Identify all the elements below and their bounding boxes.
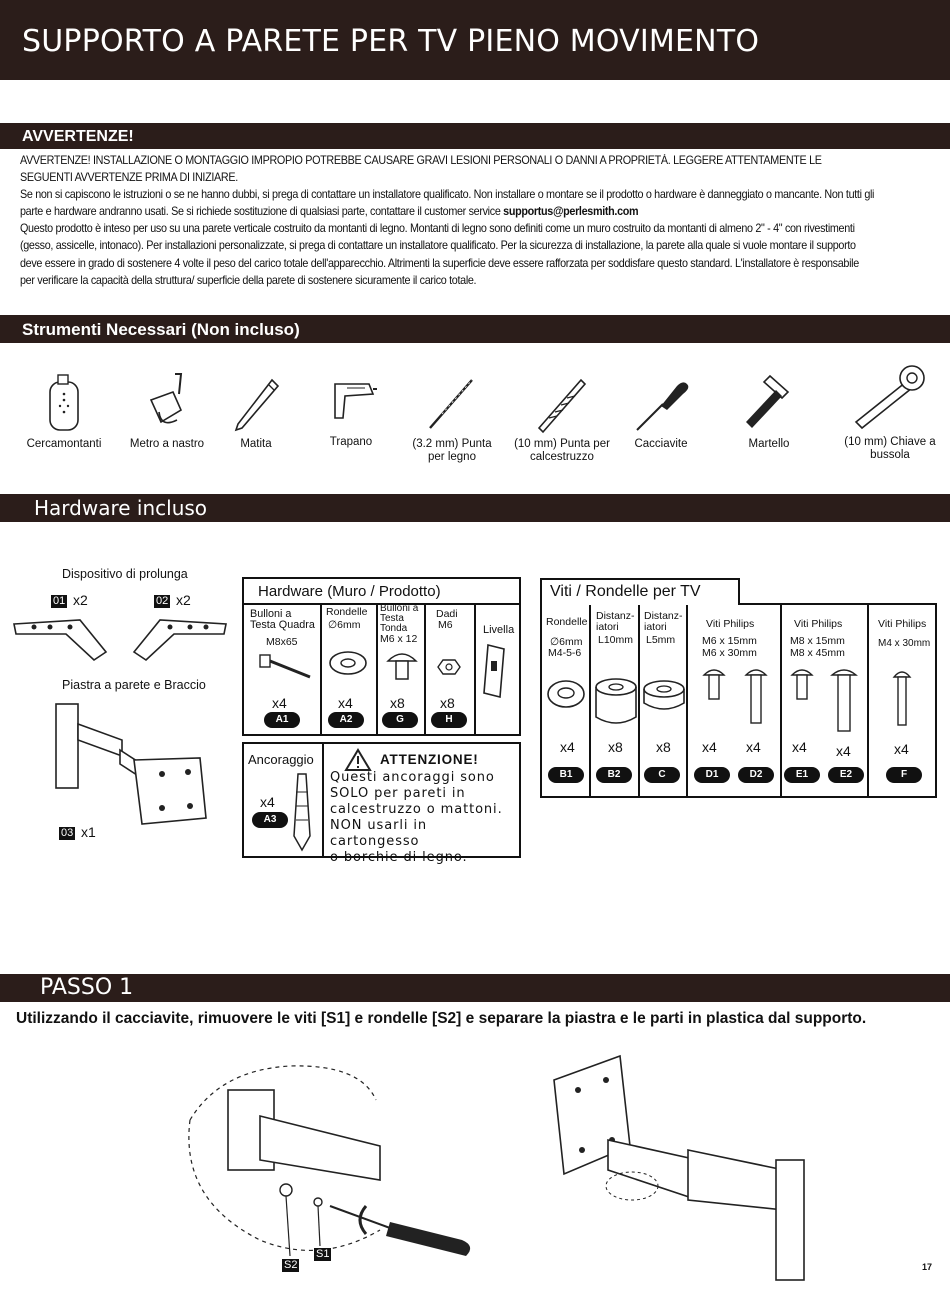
support-email: supportus@perlesmith.com (503, 205, 639, 219)
tv-hardware-box (540, 583, 937, 798)
tool-label: Metro a nastro (129, 438, 205, 450)
s2-tag: S2 (284, 1259, 298, 1271)
screw-short-icon (790, 667, 814, 701)
col-name: Dadi (436, 608, 458, 620)
tool-label: Cercamontanti (26, 438, 102, 450)
wall-hardware-title-row (244, 579, 519, 605)
col-spec: L5mm (646, 634, 676, 646)
tool-stud-finder (18, 372, 110, 451)
round-bolt-icon (384, 647, 420, 681)
col-code: E1 (784, 767, 820, 783)
col-code: G (382, 712, 418, 728)
col-spec: M8 x 15mm (790, 635, 845, 647)
col-qty: x4 (272, 695, 287, 711)
warnings-paragraph-2-text: Se non si capiscono le istruzioni o se ne hanno dubbi, si prega di contattare un installatore qualificato. Non installare o montare se il prodotto o hardware è danneggiato o mancante. Non tutti gli parte e hardware andranno usati. Se si richiede sostituzione di qualsiasi parte, contattare il customer service (20, 188, 875, 219)
col-name: Distanz- iatori (596, 610, 635, 633)
col-name: Rondelle (326, 606, 368, 618)
extension-01-qty: x2 (73, 592, 88, 608)
socket-wrench-icon (850, 364, 930, 430)
extension-01-tag: 01 (53, 595, 66, 607)
tool-label: Martello (748, 438, 790, 450)
s1-tag: S1 (316, 1248, 330, 1260)
col-code: B1 (548, 767, 584, 783)
warnings-paragraph-2 (20, 186, 876, 220)
tool-drill (318, 372, 384, 449)
col-spec: M6 (438, 619, 453, 631)
extension-02-qty: x2 (176, 592, 191, 608)
col-qty: x8 (608, 739, 623, 755)
tool-concrete-bit (512, 372, 612, 464)
col-code: A2 (328, 712, 364, 728)
anchor-icon (288, 772, 316, 852)
step1-overview-illustration (548, 1050, 808, 1282)
warnings-heading-bar (0, 123, 950, 149)
hammer-icon (736, 372, 802, 434)
tool-wood-bit (410, 372, 494, 464)
col-name: Bulloni a Testa Quadra (250, 608, 315, 631)
tv-hardware-title: Viti / Rondelle per TV (550, 583, 701, 600)
hardware-heading: Hardware incluso (34, 496, 208, 520)
screwdriver-icon (629, 372, 693, 434)
col-spec: M6 x 30mm (702, 647, 757, 659)
col-code: B2 (596, 767, 632, 783)
attention-line: NON usarli in cartongesso (330, 818, 428, 849)
wallplate-title: Piastra a parete e Braccio (62, 678, 206, 692)
anchor-qty: x4 (260, 794, 275, 810)
wallplate-qty: x1 (81, 824, 96, 840)
stud-finder-icon (44, 372, 84, 434)
wall-hardware-box (242, 577, 521, 736)
col-qty: x4 (746, 739, 761, 755)
tool-label: Trapano (329, 436, 373, 448)
col-spec: M6 x 15mm (702, 635, 757, 647)
tool-socket-wrench (840, 364, 940, 462)
tools-heading-bar (0, 315, 950, 343)
page-number: 17 (922, 1262, 933, 1272)
level-icon (482, 641, 510, 701)
washer-icon (546, 677, 586, 711)
nut-icon (434, 657, 464, 677)
col-code: D2 (738, 767, 774, 783)
step1-heading-bar (0, 974, 950, 1002)
tv-hardware-title-tab (540, 578, 740, 605)
col-name: Livella (483, 624, 515, 636)
col-code: D1 (694, 767, 730, 783)
col-qty: x4 (702, 739, 717, 755)
screw-long-icon (744, 667, 768, 725)
concrete-bit-icon (531, 372, 593, 434)
col-name: Viti Philips (706, 618, 755, 630)
title-bar (0, 0, 950, 80)
warnings-paragraph-3: Questo prodotto è inteso per uso su una parete verticale costruito da montanti di legno. Montanti di legno sono definiti come un muro costruito da montanti di almeno 2" - 4" con rivestimenti (gesso, assicelle, intonaco). Per installazioni personalizzate, si prega di contattare un installatore qualificato. Per la sicurezza di installazione, la parete alla quale si vuole montare il supporto deve essere in grado di sostenere 4 volte il peso del carico totale dell'apparecchio. Altrimenti la superficie deve essere rafforzata per soddisfare questo standard. L'installatore è responsabile per verificare la capacità della struttura/ superficie della parete di sostenere sicuramente il carico totale. (20, 222, 859, 287)
attention-line: o borchie di legno. (330, 850, 468, 865)
attention-title: ATTENZIONE! (380, 752, 479, 767)
col-name: Distanz- iatori (644, 610, 683, 633)
col-name: Viti Philips (878, 618, 927, 630)
col-qty: x8 (440, 695, 455, 711)
wallplate-tag: 03 (61, 827, 74, 839)
warnings-paragraph-1: AVVERTENZE! INSTALLAZIONE O MONTAGGIO IMPROPIO POTREBBE CAUSARE GRAVI LESIONI PERSONALI O DANNI A PROPRIETÀ. LEGGERE ATTENTAMENTE LE SEGUENTI AVVERTENZE PRIMA DI INIZIARE. (20, 154, 822, 185)
extension-02-tag: 02 (156, 595, 169, 607)
col-code: F (886, 767, 922, 783)
page-title: SUPPORTO A PARETE PER TV PIENO MOVIMENTO (22, 24, 760, 59)
wood-bit-icon (422, 372, 482, 434)
warning-triangle-icon (344, 748, 372, 772)
attention-line: calcestruzzo o mattoni. (330, 802, 503, 817)
pencil-icon (228, 372, 284, 434)
anchor-name: Ancoraggio (248, 752, 314, 767)
anchor-code: A3 (252, 812, 288, 828)
step1-detail-illustration (180, 1060, 480, 1270)
tool-tape-measure (122, 372, 212, 451)
col-spec: M8 x 45mm (790, 647, 845, 659)
col-spec: ∅6mm (550, 636, 583, 648)
screw-short-icon (702, 667, 726, 701)
spacer-long-icon (594, 677, 638, 729)
col-qty: x8 (390, 695, 405, 711)
col-name: Bulloni a Testa Tonda (380, 603, 419, 634)
step1-instruction: Utilizzando il cacciavite, rimuovere le viti [S1] e rondelle [S2] e separare la piastra e le parti in plastica dal supporto. (16, 1010, 867, 1027)
tool-label: Matita (240, 438, 272, 450)
col-code: C (644, 767, 680, 783)
warnings-text (20, 152, 876, 289)
wall-plate-arm-illustration (50, 700, 220, 830)
col-qty: x4 (792, 739, 807, 755)
tool-label: (3.2 mm) Punta per legno (412, 438, 492, 463)
attention-line: SOLO per pareti in (330, 786, 466, 801)
tool-hammer (736, 372, 802, 451)
washer-icon (328, 649, 368, 677)
col-spec: M8x65 (266, 636, 298, 648)
col-qty: x4 (338, 695, 353, 711)
anchor-box (242, 742, 521, 865)
col-qty: x4 (836, 743, 851, 759)
tool-pencil (226, 372, 286, 451)
spacer-short-icon (642, 679, 686, 715)
screw-thin-icon (892, 669, 912, 727)
tools-heading: Strumenti Necessari (Non incluso) (22, 320, 300, 339)
col-spec: M4-5-6 (548, 647, 582, 659)
step1-heading: PASSO 1 (40, 975, 134, 1000)
tool-label: Cacciavite (634, 438, 688, 450)
warnings-heading: AVVERTENZE! (22, 128, 134, 145)
extension-plates-illustration (10, 612, 230, 664)
tool-screwdriver (626, 372, 696, 451)
hardware-heading-bar (0, 494, 950, 522)
col-code: E2 (828, 767, 864, 783)
drill-icon (325, 372, 377, 432)
tool-label: (10 mm) Chiave a bussola (844, 436, 936, 461)
attention-line: Questi ancoraggi sono (330, 770, 495, 785)
extension-title: Dispositivo di prolunga (62, 567, 188, 581)
col-name: Viti Philips (794, 618, 843, 630)
wall-hardware-title: Hardware (Muro / Prodotto) (258, 583, 441, 600)
col-qty: x8 (656, 739, 671, 755)
tape-measure-icon (137, 372, 197, 434)
tool-label: (10 mm) Punta per calcestruzzo (514, 438, 610, 463)
col-code: H (431, 712, 467, 728)
col-qty: x4 (560, 739, 575, 755)
col-name: Rondelle (546, 616, 588, 628)
attention-text (330, 770, 519, 866)
col-spec: M4 x 30mm (878, 638, 931, 649)
col-spec: M6 x 12 (380, 633, 418, 645)
col-qty: x4 (894, 741, 909, 757)
square-bolt-icon (258, 651, 314, 681)
col-spec: L10mm (598, 634, 634, 646)
screw-long-icon (830, 667, 858, 733)
col-code: A1 (264, 712, 300, 728)
col-spec: ∅6mm (328, 619, 361, 631)
